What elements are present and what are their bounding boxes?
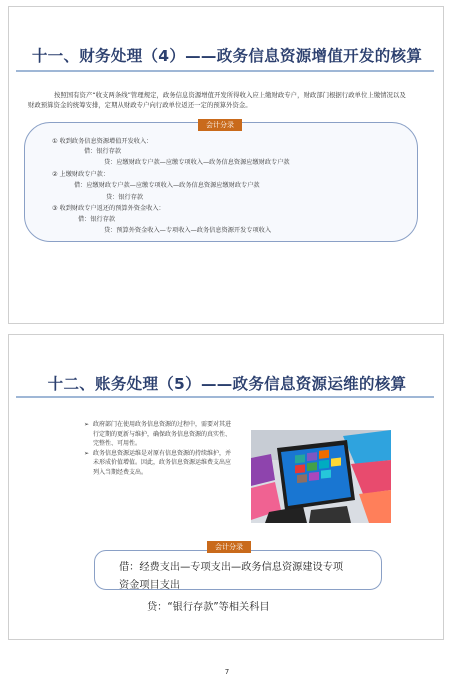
slide2-bullet-list bbox=[84, 420, 234, 478]
slide1-accounting-entry-tag: 会计分录 bbox=[198, 119, 242, 131]
entry-debit-bank: 借：银行存款 bbox=[84, 148, 122, 155]
tablet-keyboard-photo-icon bbox=[251, 430, 391, 523]
entry-debit-payable: 借：应缴财政专户款—应缴专项收入—政务信息资源应缴财政专户款 bbox=[74, 182, 260, 189]
bullet-item bbox=[84, 420, 234, 449]
slide2-accounting-entry-tag: 会计分录 bbox=[207, 541, 251, 553]
entry-credit-payable: 贷：应缴财政专户款—应缴专项收入—政务信息资源应缴财政专户款 bbox=[104, 159, 290, 166]
page-number: 7 bbox=[224, 668, 230, 676]
entry-step-3: ③ 收到财政专户返还的预算外资金收入： bbox=[52, 205, 165, 212]
entry-step-1: ① 收到政务信息资源增值开发收入： bbox=[52, 138, 153, 145]
bullet-arrow-icon: ➢ bbox=[84, 421, 90, 428]
entry-debit-expenditure: 借：经费支出—专项支出—政务信息资源建设专项 bbox=[119, 562, 344, 573]
entry-credit-bank: 贷：银行存款 bbox=[106, 194, 144, 201]
slide1-title-divider bbox=[16, 70, 434, 72]
slide1-intro-paragraph: 按照国有资产“收支两条线”管理规定，政务信息资源增值开发所得收入应上缴财政专户，财政部门根据行政单位上缴情况以及财政预算资金的统筹安排，定期从财政专户向行政单位返还一定的预算外资金。 bbox=[28, 91, 406, 109]
slide2-title-divider bbox=[16, 396, 434, 398]
entry-step-2: ② 上缴财政专户款： bbox=[52, 171, 110, 178]
bullet-arrow-icon: ➢ bbox=[84, 449, 90, 457]
entry-credit-bank-deposit: 贷：“银行存款”等相关科目 bbox=[147, 602, 270, 613]
slide2-title: 十二、账务处理（5）——政务信息资源运维的核算 bbox=[47, 375, 407, 393]
bullet-text: 政务信息资源运维是对原有信息资源的持续维护，并未形成价值增值。因此，政务信息资源运维费支出应列入当期经费支出。 bbox=[93, 449, 232, 476]
entry-debit-bank-2: 借：银行存款 bbox=[78, 216, 116, 223]
entry-debit-expenditure-cont: 资金项目支出 bbox=[119, 580, 181, 591]
bullet-item bbox=[84, 449, 234, 478]
slide1-title: 十一、财务处理（4）——政务信息资源增值开发的核算 bbox=[31, 47, 423, 65]
bullet-text: 政府部门在使用政务信息资源的过程中，需要对其进行定期的更新与维护，确保政务信息资源的真实性、完整性、可用性。 bbox=[93, 421, 232, 448]
entry-credit-extrabudget: 贷：预算外资金收入—专项收入—政务信息资源开发专项收入 bbox=[104, 227, 272, 234]
